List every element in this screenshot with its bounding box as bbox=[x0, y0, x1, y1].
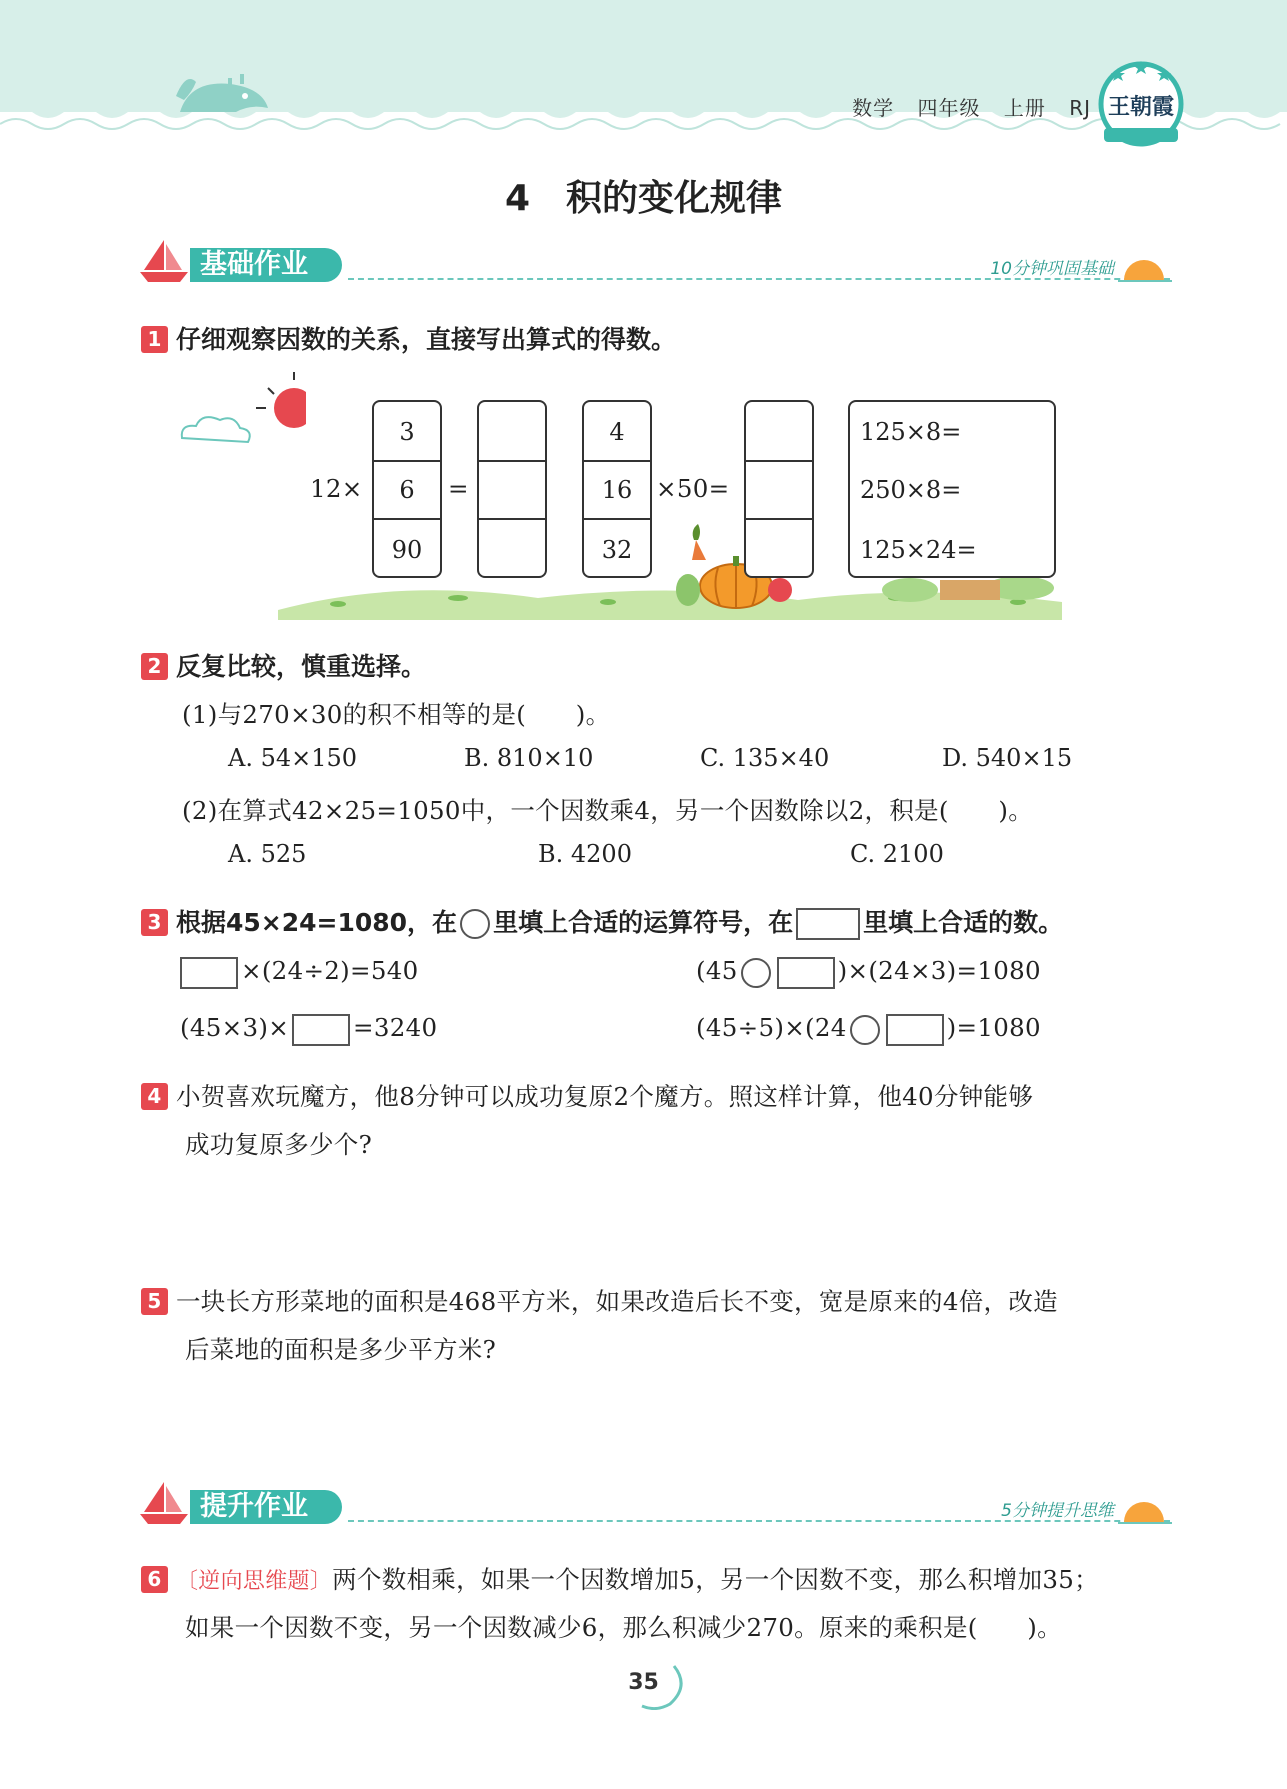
q3-row1-left: ×(24÷2)=540 bbox=[180, 956, 419, 989]
q6-number: 6 bbox=[141, 1566, 168, 1593]
q2-part2-option-c[interactable]: C. 2100 bbox=[850, 840, 944, 868]
q1-right-value: 16 bbox=[601, 476, 633, 504]
q3-row2-left: (45×3)× =3240 bbox=[180, 1013, 437, 1046]
q3-operator-circle[interactable] bbox=[850, 1015, 880, 1045]
q2-part1-option-c[interactable]: C. 135×40 bbox=[700, 744, 830, 772]
q3-blank-box[interactable] bbox=[886, 1014, 944, 1046]
q3-row1-right: (45 )×(24×3)=1080 bbox=[696, 956, 1041, 989]
q3-row2-right: (45÷5)×(24 )=1080 bbox=[696, 1013, 1041, 1046]
q3-blank-box[interactable] bbox=[180, 957, 238, 989]
header-wave-band bbox=[0, 0, 1287, 150]
q2-part1-option-a[interactable]: A. 54×150 bbox=[228, 744, 358, 772]
q1-number: 1 bbox=[141, 326, 168, 353]
volume-label: 上册 bbox=[1003, 96, 1046, 120]
q1-right-suffix: ×50= bbox=[656, 474, 730, 503]
q1-left-factor-column bbox=[372, 400, 442, 578]
q3-blank-box[interactable] bbox=[777, 957, 835, 989]
q2-part2-stem: (2)在算式42×25=1050中，一个因数乘4，另一个因数除以2，积是( )。 bbox=[182, 796, 1034, 825]
q1-left-value: 90 bbox=[391, 536, 423, 564]
sailboat-icon bbox=[138, 1480, 190, 1528]
q1-left-value: 6 bbox=[399, 476, 415, 504]
section-basic-banner bbox=[138, 244, 1180, 292]
q5-line2: 后菜地的面积是多少平方米? bbox=[185, 1335, 497, 1364]
q3-operator-circle[interactable] bbox=[741, 958, 771, 988]
sun-cloud-illustration bbox=[176, 366, 306, 456]
q6-line2: 如果一个因数不变，另一个因数减少6，那么积减少270。原来的乘积是( )。 bbox=[185, 1613, 1062, 1642]
operator-circle-sample bbox=[460, 909, 490, 939]
q6-tag: 〔逆向思维题〕 bbox=[176, 1569, 333, 1594]
q3-number: 3 bbox=[141, 909, 168, 936]
sun-icon bbox=[1118, 250, 1172, 284]
book-info bbox=[836, 92, 1091, 121]
q4-line2: 成功复原多少个? bbox=[185, 1130, 373, 1159]
q1-prompt: 1 仔细观察因数的关系，直接写出算式的得数。 bbox=[141, 320, 676, 356]
q2-number: 2 bbox=[141, 653, 168, 680]
q2-part1-option-d[interactable]: D. 540×15 bbox=[942, 744, 1073, 772]
q1-right-value: 4 bbox=[609, 418, 625, 446]
q4-line1: 4 小贺喜欢玩魔方，他8分钟可以成功复原2个魔方。照这样计算，他40分钟能够 bbox=[141, 1078, 1033, 1113]
q3-blank-box[interactable] bbox=[292, 1014, 350, 1046]
q1-expression: 125×24= bbox=[860, 536, 977, 564]
q4-number: 4 bbox=[141, 1083, 168, 1110]
q1-expression-box bbox=[848, 400, 1056, 578]
q1-right-factor-column bbox=[582, 400, 652, 578]
q1-expression: 250×8= bbox=[860, 476, 962, 504]
svg-text:王朝霞: 王朝霞 bbox=[1107, 94, 1175, 120]
q3-prompt: 3 根据45×24=1080，在 里填上合适的运算符号，在 里填上合适的数。 bbox=[141, 903, 1063, 940]
q1-equals: = bbox=[448, 474, 469, 503]
q2-part2-option-b[interactable]: B. 4200 bbox=[538, 840, 632, 868]
section-advanced-note: 5分钟提升思维 bbox=[1001, 1501, 1114, 1521]
q2-part1-stem: (1)与270×30的积不相等的是( )。 bbox=[182, 700, 611, 729]
section-advanced-label: 提升作业 bbox=[190, 1490, 342, 1524]
edition-label: RJ bbox=[1069, 96, 1091, 120]
sun-icon bbox=[1118, 1492, 1172, 1526]
q2-prompt: 2 反复比较，慎重选择。 bbox=[141, 647, 426, 683]
q1-left-value: 3 bbox=[399, 418, 415, 446]
q2-part1-option-b[interactable]: B. 810×10 bbox=[464, 744, 594, 772]
q5-number: 5 bbox=[141, 1288, 168, 1315]
q6-line1: 6 〔逆向思维题〕两个数相乘，如果一个因数增加5，另一个因数不变，那么积增加35； bbox=[141, 1561, 1099, 1596]
number-box-sample bbox=[796, 908, 860, 940]
q1-answer-column-1[interactable] bbox=[477, 400, 547, 578]
page-number: 35 bbox=[628, 1670, 659, 1695]
q5-line1: 5 一块长方形菜地的面积是468平方米，如果改造后长不变，宽是原来的4倍，改造 bbox=[141, 1283, 1058, 1318]
brand-seal-logo bbox=[1098, 58, 1184, 150]
sailboat-icon bbox=[138, 238, 190, 286]
q2-part2-option-a[interactable]: A. 525 bbox=[228, 840, 307, 868]
q1-left-factor: 12× bbox=[310, 474, 363, 503]
section-basic-note: 10分钟巩固基础 bbox=[990, 259, 1114, 279]
q1-right-value: 32 bbox=[601, 536, 633, 564]
q1-expression: 125×8= bbox=[860, 418, 962, 446]
grade-label: 四年级 bbox=[917, 96, 981, 120]
section-basic-label: 基础作业 bbox=[190, 248, 342, 282]
q1-answer-column-2[interactable] bbox=[744, 400, 814, 578]
subject-label: 数学 bbox=[852, 96, 895, 120]
lesson-title: 4 积的变化规律 bbox=[504, 178, 783, 219]
section-advanced-banner bbox=[138, 1486, 1180, 1534]
page-number-swirl bbox=[626, 1660, 686, 1710]
